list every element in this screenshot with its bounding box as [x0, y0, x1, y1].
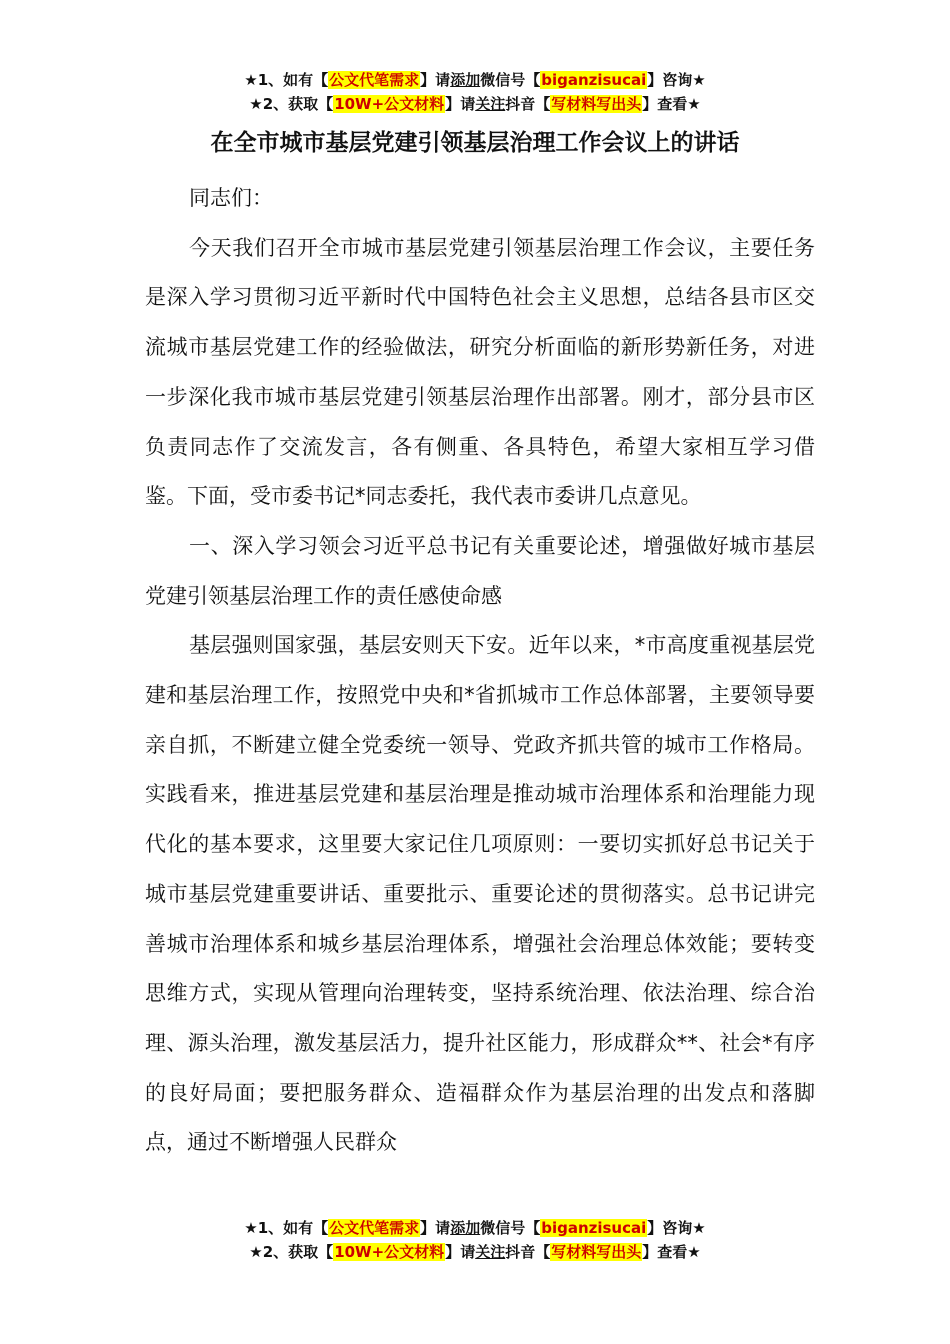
promo-highlight: 公文代笔需求: [329, 71, 420, 89]
promo-text: 】请: [445, 1243, 476, 1261]
promo-text: 抖音【: [505, 95, 551, 113]
promo-highlight: 写材料写出头: [551, 95, 642, 113]
document-body: [145, 174, 815, 1168]
footer-promo-banner: [0, 1216, 950, 1264]
promo-highlight: 公文代笔需求: [329, 1219, 420, 1237]
paragraph-intro: 今天我们召开全市城市基层党建引领基层治理工作会议，主要任务是深入学习贯彻习近平新时代中国特色社会主义思想，总结各县市区交流城市基层党建工作的经验做法，研究分析面临的新形势新任务，对进一步深化我市城市基层党建引领基层治理作出部署。刚才，部分县市区负责同志作了交流发言，各有侧重、各具特色，希望大家相互学习借鉴。下面，受市委书记*同志委托，我代表市委讲几点意见。: [145, 235, 815, 509]
promo-text: ★1、如有【: [244, 71, 329, 89]
promo-highlight: biganzisucai: [541, 1219, 647, 1237]
promo-text: ★2、获取【: [249, 95, 334, 113]
promo-text: 】咨询★: [647, 71, 706, 89]
promo-text: 】请: [445, 95, 476, 113]
promo-line-1: [0, 1216, 950, 1240]
promo-underlined: 关注: [475, 1243, 506, 1261]
promo-text: 微信号【: [480, 71, 541, 89]
header-promo-banner: [0, 68, 950, 116]
promo-text: 微信号【: [480, 1219, 541, 1237]
promo-line-2: [0, 92, 950, 116]
promo-text: 】查看★: [642, 1243, 701, 1261]
promo-text: ★2、获取【: [249, 1243, 334, 1261]
promo-highlight: 10W+公文材料: [334, 1243, 445, 1261]
promo-underlined: 添加: [450, 1219, 481, 1237]
promo-text: 】咨询★: [647, 1219, 706, 1237]
promo-highlight: 写材料写出头: [551, 1243, 642, 1261]
promo-highlight: 10W+公文材料: [334, 95, 445, 113]
promo-text: ★1、如有【: [244, 1219, 329, 1237]
section-heading-1: 一、深入学习领会习近平总书记有关重要论述，增强做好城市基层党建引领基层治理工作的责任感使命感: [145, 533, 815, 608]
promo-line-2: [0, 1240, 950, 1264]
promo-text: 】请: [420, 1219, 451, 1237]
promo-text: 】查看★: [642, 95, 701, 113]
promo-underlined: 关注: [475, 95, 506, 113]
promo-underlined: 添加: [450, 71, 481, 89]
promo-line-1: [0, 68, 950, 92]
promo-text: 抖音【: [505, 1243, 551, 1261]
document-title: 在全市城市基层党建引领基层治理工作会议上的讲话: [210, 130, 740, 156]
promo-highlight: biganzisucai: [541, 71, 647, 89]
greeting: 同志们：: [189, 186, 273, 210]
paragraph-section-1: 基层强则国家强，基层安则天下安。近年以来，*市高度重视基层党建和基层治理工作，按照党中央和*省抓城市工作总体部署，主要领导要亲自抓，不断建立健全党委统一领导、党政齐抓共管的城市工作格局。实践看来，推进基层党建和基层治理是推动城市治理体系和治理能力现代化的基本要求，这里要大家记住几项原则：一要切实抓好总书记关于城市基层党建重要讲话、重要批示、重要论述的贯彻落实。总书记讲完善城市治理体系和城乡基层治理体系，增强社会治理总体效能；要转变思维方式，实现从管理向治理转变，坚持系统治理、依法治理、综合治理、源头治理，激发基层活力，提升社区能力，形成群众**、社会*有序的良好局面；要把服务群众、造福群众作为基层治理的出发点和落脚点，通过不断增强人民群众: [145, 633, 815, 1155]
promo-text: 】请: [420, 71, 451, 89]
